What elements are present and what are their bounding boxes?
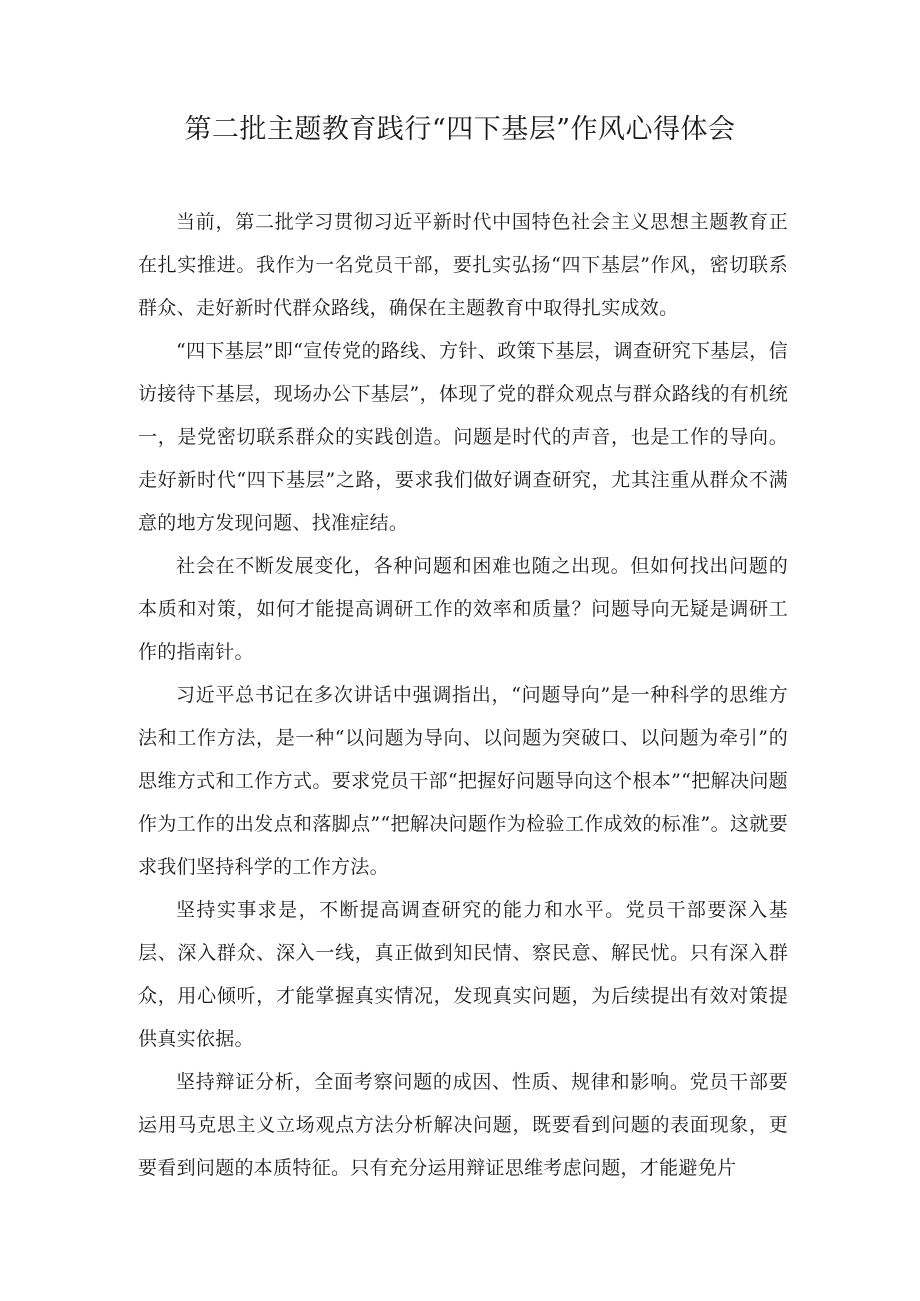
- paragraph-2: “四下基层”即“宣传党的路线、方针、政策下基层，调查研究下基层，信访接待下基层，现场办公下基层”，体现了党的群众观点与群众路线的有机统一，是党密切联系群众的实践创造。问题是时代的声音，也是工作的导向。走好新时代“四下基层”之路，要求我们做好调查研究，尤其注重从群众不满意的地方发现问题、找准症结。: [138, 340, 788, 534]
- paragraph-4: 习近平总书记在多次讲话中强调指出，“问题导向”是一种科学的思维方法和工作方法，是一种“以问题为导向、以问题为突破口、以问题为牵引”的思维方式和工作方式。要求党员干部“把握好问题导向这个根本”“把解决问题作为工作的出发点和落脚点”“把解决问题作为检验工作成效的标准”。这就要求我们坚持科学的工作方法。: [138, 684, 788, 878]
- document-title: 第二批主题教育践行“四下基层”作风心得体会: [184, 114, 736, 145]
- paragraph-6: 坚持辩证分析，全面考察问题的成因、性质、规律和影响。党员干部要运用马克思主义立场观点方法分析解决问题，既要看到问题的表面现象，更要看到问题的本质特征。只有充分运用辩证思维考虑问题，才能避免片: [138, 1071, 788, 1179]
- paragraph-1: 当前，第二批学习贯彻习近平新时代中国特色社会主义思想主题教育正在扎实推进。我作为一名党员干部，要扎实弘扬“四下基层”作风，密切联系群众、走好新时代群众路线，确保在主题教育中取得扎实成效。: [138, 211, 788, 319]
- paragraph-5: 坚持实事求是，不断提高调查研究的能力和水平。党员干部要深入基层、深入群众、深入一线，真正做到知民情、察民意、解民忧。只有深入群众，用心倾听，才能掌握真实情况，发现真实问题，为后续提出有效对策提供真实依据。: [138, 899, 788, 1050]
- paragraph-3: 社会在不断发展变化，各种问题和困难也随之出现。但如何找出问题的本质和对策，如何才能提高调研工作的效率和质量？问题导向无疑是调研工作的指南针。: [138, 555, 788, 663]
- document-body: [138, 201, 788, 1190]
